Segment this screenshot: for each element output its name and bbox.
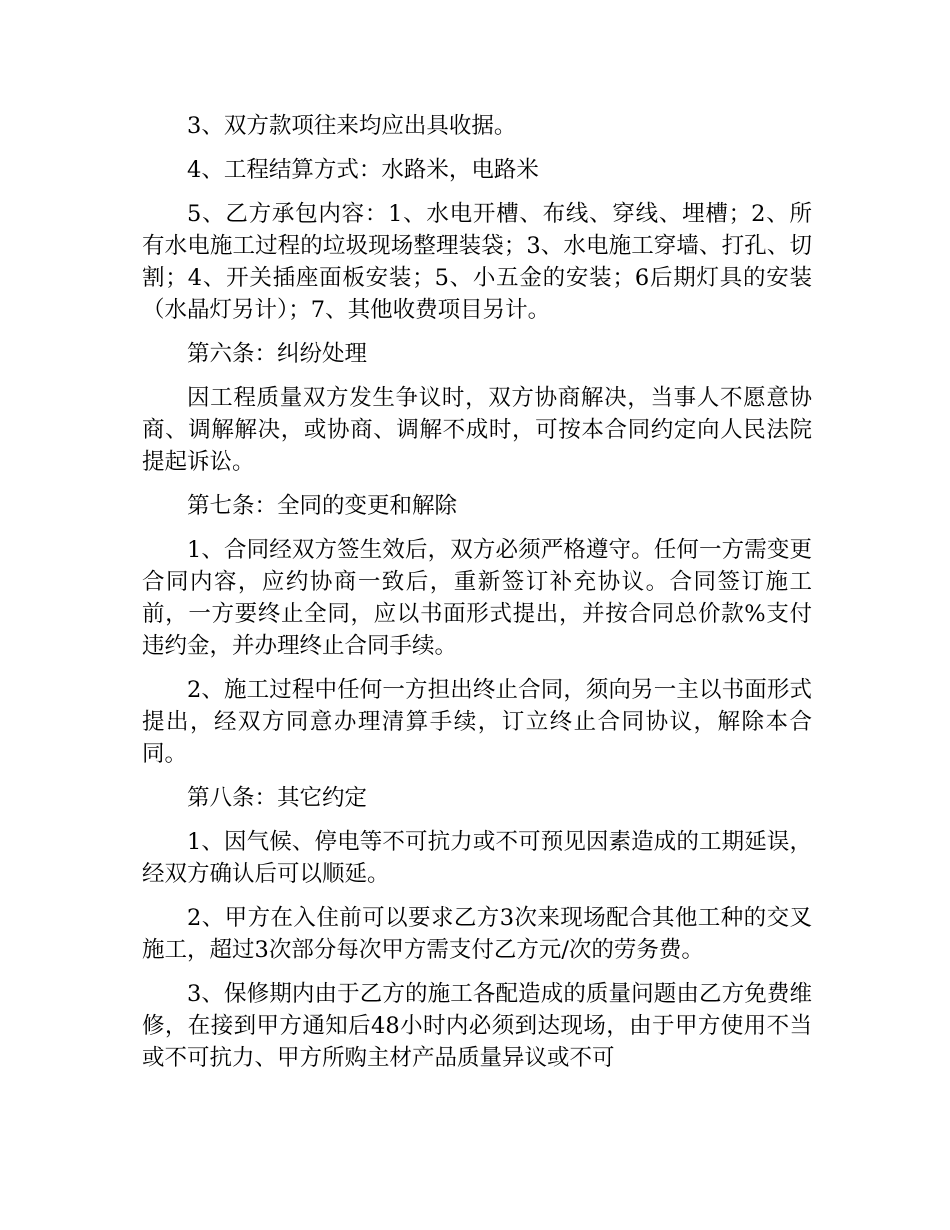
clause-3-receipts: 3、双方款项往来均应出具收据。: [187, 113, 517, 139]
article-8-clause-2: 2、甲方在入住前可以要求乙方3次来现场配合其他工种的交叉施工，超过3次部分每次甲方需支付乙方元/次的劳务费。: [142, 905, 812, 963]
article-8-heading: 第八条：其它约定: [187, 785, 368, 811]
article-7-heading: 第七条：全同的变更和解除: [187, 493, 458, 519]
clause-4-settlement: 4、工程结算方式：水路米，电路米: [187, 157, 539, 183]
clause-5-scope: 5、乙方承包内容：1、水电开槽、布线、穿线、埋槽；2、所有水电施工过程的垃圾现场整理装袋；3、水电施工穿墙、打孔、切割；4、开关插座面板安装；5、小五金的安装；6后期灯具的安装（水晶灯另计）；7、其他收费项目另计。: [142, 201, 812, 323]
article-6-body: 因工程质量双方发生争议时，双方协商解决，当事人不愿意协商、调解解决，或协商、调解不成时，可按本合同约定向人民法院提起诉讼。: [142, 385, 812, 475]
article-7-clause-1: 1、合同经双方签生效后，双方必须严格遵守。任何一方需变更合同内容，应约协商一致后，重新签订补充协议。合同签订施工前，一方要终止全同，应以书面形式提出，并按合同总价款%支付违约金，并办理终止合同手续。: [142, 537, 812, 659]
article-7-clause-2: 2、施工过程中任何一方担出终止合同，须向另一主以书面形式提出，经双方同意办理清算手续，订立终止合同协议，解除本合同。: [142, 677, 812, 767]
document-body: [142, 110, 812, 1086]
article-8-clause-3: 3、保修期内由于乙方的施工各配造成的质量问题由乙方免费维修，在接到甲方通知后48小时内必须到达现场，由于甲方使用不当或不可抗力、甲方所购主材产品质量异议或不可: [142, 981, 812, 1071]
article-8-clause-1: 1、因气候、停电等不可抗力或不可预见因素造成的工期延误，经双方确认后可以顺延。: [142, 829, 812, 887]
article-6-heading: 第六条：纠纷处理: [187, 341, 368, 367]
